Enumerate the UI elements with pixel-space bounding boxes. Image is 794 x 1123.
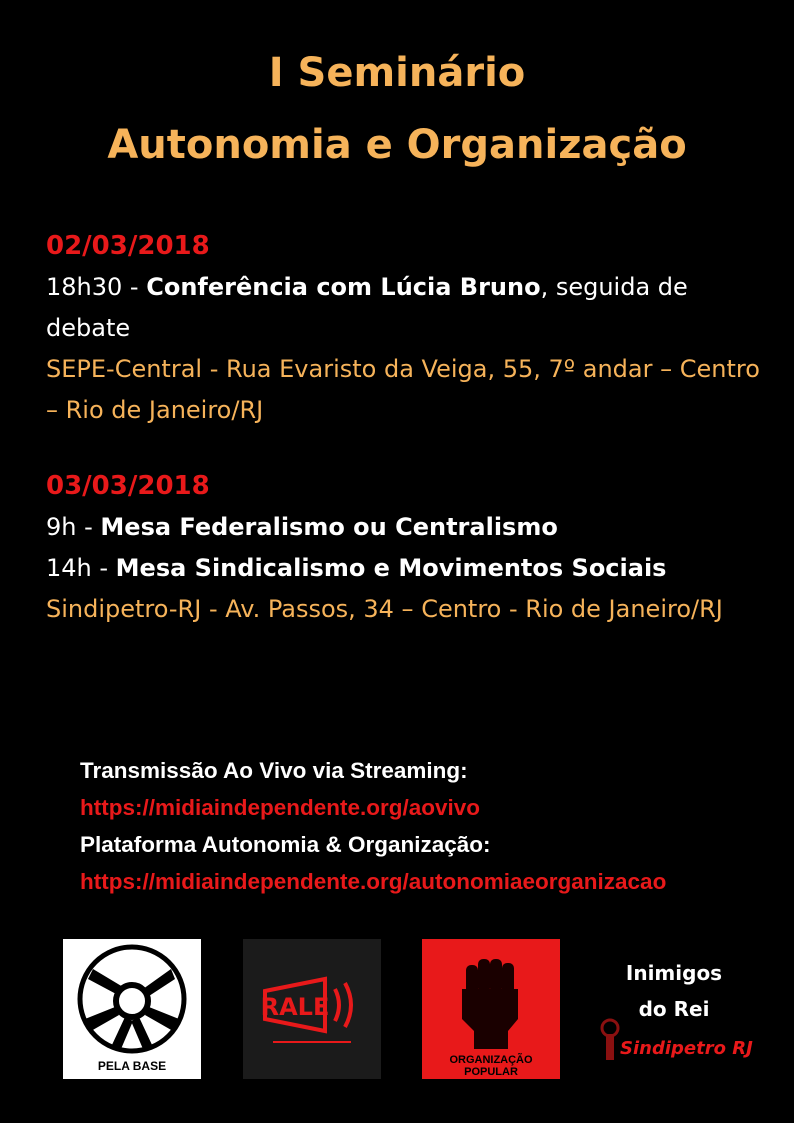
day2-session-1 <box>46 507 766 548</box>
title-line-2: Autonomia e Organização <box>107 122 687 168</box>
sindipetro-logo <box>596 1008 766 1068</box>
day2-session1-time: 9h - <box>46 513 101 541</box>
rale-logo <box>243 939 381 1079</box>
organizacao-popular-logo <box>422 939 560 1079</box>
day2-section <box>46 466 766 630</box>
day1-section <box>46 226 766 431</box>
title-line-1: I Seminário <box>268 50 526 96</box>
day1-address: SEPE-Central - Rua Evaristo da Veiga, 55, 7º andar – Centro – Rio de Janeiro/RJ <box>46 355 760 424</box>
streaming-section <box>80 752 780 900</box>
sindipetro-text: Sindipetro RJ <box>620 1038 753 1059</box>
platform-link[interactable]: https://midiaindependente.org/autonomiaeorganizacao <box>80 869 667 894</box>
popular-text: POPULAR <box>464 1066 518 1078</box>
sindipetro-emblem <box>596 1008 766 1068</box>
rale-text: RALE <box>260 993 330 1021</box>
day2-session2-title: Mesa Sindicalismo e Movimentos Sociais <box>115 554 667 582</box>
day2-session1-title: Mesa Federalismo ou Centralismo <box>100 513 558 541</box>
day2-address: Sindipetro-RJ - Av. Passos, 34 – Centro - Rio de Janeiro/RJ <box>46 595 723 623</box>
day2-session-2 <box>46 548 766 589</box>
rale-megaphone-emblem <box>243 939 381 1079</box>
day2-date: 03/03/2018 <box>46 471 210 501</box>
pela-base-emblem <box>63 939 201 1079</box>
streaming-link[interactable]: https://midiaindependente.org/aovivo <box>80 795 481 820</box>
organizacao-text: ORGANIZAÇÃO <box>449 1054 533 1066</box>
day1-time: 18h30 - <box>46 273 147 301</box>
day1-event-title: Conferência com Lúcia Bruno <box>146 273 541 301</box>
streaming-label: Transmissão Ao Vivo via Streaming: <box>80 758 468 783</box>
pela-base-logo <box>63 939 201 1079</box>
day1-event <box>46 267 766 349</box>
inimigos-line-1: Inimigos <box>625 961 723 985</box>
pela-base-text: PELA BASE <box>97 1059 167 1073</box>
day1-date: 02/03/2018 <box>46 231 210 261</box>
day2-session2-time: 14h - <box>46 554 116 582</box>
platform-label: Plataforma Autonomia & Organização: <box>80 832 491 857</box>
raised-fist-icon <box>422 939 560 1079</box>
day1-event-rest: , seguida de debate <box>46 273 688 342</box>
inimigos-line-2: do Rei <box>638 997 710 1021</box>
